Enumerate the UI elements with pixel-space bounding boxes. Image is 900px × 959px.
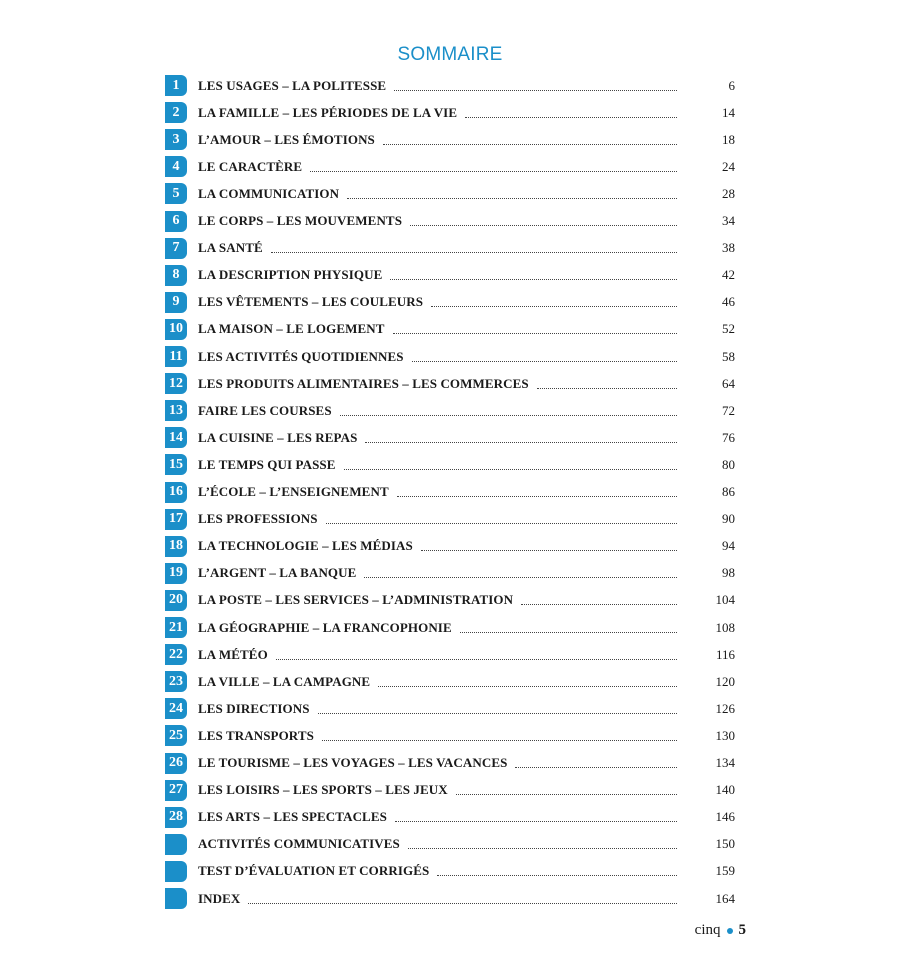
chapter-title: LA VILLE – LA CAMPAGNE bbox=[198, 673, 371, 689]
dot-leader bbox=[410, 224, 677, 226]
toc-entry[interactable] bbox=[165, 641, 735, 668]
chapter-title: LES DIRECTIONS bbox=[198, 700, 310, 716]
chapter-title: LA TECHNOLOGIE – LES MÉDIAS bbox=[198, 538, 413, 554]
chapter-title: LA COMMUNICATION bbox=[198, 185, 340, 201]
chapter-title: LES PROFESSIONS bbox=[198, 511, 318, 527]
page-number-ref: 90 bbox=[722, 511, 735, 527]
page-number-ref: 150 bbox=[715, 836, 735, 852]
page-number-ref: 86 bbox=[722, 484, 735, 499]
dot-leader bbox=[456, 793, 677, 795]
dot-leader bbox=[437, 874, 677, 876]
page-number-word: cinq bbox=[694, 922, 721, 938]
chapter-number-badge: 12 bbox=[165, 373, 187, 394]
page-number-ref: 72 bbox=[722, 402, 735, 418]
chapter-number-badge: 8 bbox=[165, 265, 187, 286]
toc-entry[interactable] bbox=[165, 424, 735, 451]
chapter-number-badge: 28 bbox=[165, 807, 187, 828]
dot-leader bbox=[378, 685, 677, 687]
toc-entry[interactable] bbox=[165, 451, 735, 478]
chapter-title: LA GÉOGRAPHIE – LA FRANCOPHONIE bbox=[198, 619, 452, 635]
toc-entry[interactable] bbox=[165, 180, 735, 207]
chapter-number-badge: 14 bbox=[165, 427, 187, 448]
chapter-title: LE TOURISME – LES VOYAGES – LES VACANCES bbox=[198, 755, 508, 770]
dot-leader bbox=[408, 847, 677, 849]
chapter-number-badge: 4 bbox=[165, 156, 187, 177]
chapter-title: INDEX bbox=[198, 890, 241, 906]
chapter-title: LA FAMILLE – LES PÉRIODES DE LA VIE bbox=[198, 104, 458, 120]
chapter-number-badge: 15 bbox=[165, 454, 187, 475]
chapter-title: LA MAISON – LE LOGEMENT bbox=[198, 321, 385, 337]
chapter-number-badge: 16 bbox=[165, 482, 187, 503]
dot-leader bbox=[421, 549, 677, 551]
page-number-ref: 76 bbox=[722, 429, 735, 445]
page-number-ref: 80 bbox=[722, 456, 735, 472]
toc-entry[interactable] bbox=[165, 831, 735, 858]
toc-entry[interactable] bbox=[165, 777, 735, 804]
page-number-ref: 94 bbox=[722, 538, 735, 554]
chapter-number-badge: 19 bbox=[165, 563, 187, 584]
page-number-ref: 130 bbox=[715, 727, 735, 743]
chapter-title: LES PRODUITS ALIMENTAIRES – LES COMMERCES bbox=[198, 375, 529, 391]
toc-entry[interactable] bbox=[165, 614, 735, 641]
chapter-title: LA DESCRIPTION PHYSIQUE bbox=[198, 267, 383, 283]
page-number-ref: 42 bbox=[722, 267, 735, 283]
toc-entry[interactable] bbox=[165, 479, 735, 506]
page-number-ref: 14 bbox=[722, 104, 735, 120]
chapter-title: ACTIVITÉS COMMUNICATIVES bbox=[198, 836, 400, 852]
dot-leader bbox=[276, 658, 677, 660]
chapter-number-badge bbox=[165, 834, 187, 855]
chapter-number-badge: 25 bbox=[165, 725, 187, 746]
toc-entry[interactable] bbox=[165, 343, 735, 370]
chapter-number-badge: 23 bbox=[165, 671, 187, 692]
chapter-number-badge: 1 bbox=[165, 75, 187, 96]
chapter-title: LES VÊTEMENTS – LES COULEURS bbox=[198, 294, 424, 310]
chapter-title: LE TEMPS QUI PASSE bbox=[198, 456, 336, 472]
dot-leader bbox=[395, 820, 677, 822]
toc-entry[interactable] bbox=[165, 289, 735, 316]
dot-leader bbox=[465, 116, 677, 118]
chapter-title: LE CARACTÈRE bbox=[198, 158, 303, 174]
toc-entry[interactable] bbox=[165, 587, 735, 614]
toc-entry[interactable] bbox=[165, 262, 735, 289]
dot-leader bbox=[460, 631, 677, 633]
dot-leader bbox=[364, 576, 677, 578]
chapter-number-badge: 24 bbox=[165, 698, 187, 719]
toc-entry[interactable] bbox=[165, 533, 735, 560]
toc-entry[interactable] bbox=[165, 804, 735, 831]
page-number-ref: 104 bbox=[715, 592, 735, 608]
page-number-ref: 146 bbox=[715, 809, 735, 825]
page-number-ref: 58 bbox=[722, 348, 735, 364]
dot-leader bbox=[365, 441, 677, 443]
page-number-ref: 28 bbox=[722, 185, 735, 201]
dot-leader bbox=[340, 414, 677, 416]
toc-entry[interactable] bbox=[165, 397, 735, 424]
dot-leader bbox=[397, 495, 677, 497]
chapter-number-badge: 27 bbox=[165, 780, 187, 801]
chapter-number-badge: 9 bbox=[165, 292, 187, 313]
chapter-title: LES LOISIRS – LES SPORTS – LES JEUX bbox=[198, 782, 448, 798]
chapter-title: LES ARTS – LES SPECTACLES bbox=[198, 809, 387, 825]
chapter-number-badge: 7 bbox=[165, 238, 187, 259]
page-number-ref: 24 bbox=[722, 158, 735, 174]
page-number-ref: 159 bbox=[715, 863, 735, 879]
dot-leader bbox=[537, 387, 677, 389]
chapter-title: LA POSTE – LES SERVICES – L’ADMINISTRATION bbox=[198, 592, 514, 608]
page-number-ref: 98 bbox=[722, 565, 735, 581]
dot-leader bbox=[326, 522, 677, 524]
page-footer bbox=[695, 922, 746, 939]
page-number-ref: 126 bbox=[715, 700, 735, 716]
toc-entry[interactable] bbox=[165, 72, 735, 99]
chapter-number-badge: 20 bbox=[165, 590, 187, 611]
chapter-title: LES TRANSPORTS bbox=[198, 727, 314, 743]
toc-entry[interactable] bbox=[165, 695, 735, 722]
chapter-number-badge: 2 bbox=[165, 102, 187, 123]
dot-leader bbox=[390, 278, 677, 280]
chapter-number-badge bbox=[165, 861, 187, 882]
page-number-ref: 120 bbox=[715, 673, 735, 689]
toc-entry[interactable] bbox=[165, 668, 735, 695]
page-number-ref: 52 bbox=[722, 321, 735, 337]
chapter-title: LES ACTIVITÉS QUOTIDIENNES bbox=[198, 348, 404, 364]
chapter-title: LA MÉTÉO bbox=[198, 646, 268, 662]
page-number-ref: 164 bbox=[715, 890, 735, 906]
chapter-title: TEST D’ÉVALUATION ET CORRIGÉS bbox=[198, 863, 430, 879]
chapter-number-badge: 10 bbox=[165, 319, 187, 340]
chapter-title: LA CUISINE – LES REPAS bbox=[198, 429, 358, 445]
dot-leader bbox=[248, 902, 677, 904]
page-number-ref: 46 bbox=[722, 294, 735, 310]
toc-entry[interactable] bbox=[165, 153, 735, 180]
dot-leader bbox=[310, 170, 677, 172]
chapter-number-badge: 21 bbox=[165, 617, 187, 638]
page-number-ref: 38 bbox=[722, 240, 735, 256]
dot-leader bbox=[431, 305, 677, 307]
chapter-number-badge: 17 bbox=[165, 509, 187, 530]
page-number-ref: 64 bbox=[722, 375, 735, 391]
dot-leader bbox=[394, 89, 677, 91]
chapter-title: L’AMOUR – LES ÉMOTIONS bbox=[198, 131, 375, 147]
chapter-title: LE CORPS – LES MOUVEMENTS bbox=[198, 213, 403, 228]
dot-leader bbox=[383, 143, 677, 145]
toc-entry[interactable] bbox=[165, 750, 735, 777]
page-number: 5 bbox=[738, 922, 746, 938]
toc-entry[interactable] bbox=[165, 126, 735, 153]
dot-leader bbox=[515, 766, 677, 768]
chapter-number-badge: 3 bbox=[165, 129, 187, 150]
bullet-dot-icon bbox=[727, 928, 733, 934]
dot-leader bbox=[344, 468, 678, 470]
toc-entry[interactable] bbox=[165, 99, 735, 126]
page-number-ref: 18 bbox=[722, 131, 735, 147]
chapter-title: LES USAGES – LA POLITESSE bbox=[198, 77, 387, 93]
toc-entry[interactable] bbox=[165, 370, 735, 397]
chapter-number-badge: 18 bbox=[165, 536, 187, 557]
page-number-ref: 140 bbox=[715, 782, 735, 798]
chapter-number-badge: 6 bbox=[165, 211, 187, 232]
page-title: SOMMAIRE bbox=[397, 44, 503, 65]
page-number-ref: 108 bbox=[715, 619, 735, 635]
chapter-number-badge bbox=[165, 888, 187, 909]
chapter-number-badge: 22 bbox=[165, 644, 187, 665]
dot-leader bbox=[412, 360, 677, 362]
chapter-number-badge: 5 bbox=[165, 183, 187, 204]
toc-entry[interactable] bbox=[165, 316, 735, 343]
page-number-ref: 116 bbox=[715, 646, 735, 662]
chapter-title: L’ARGENT – LA BANQUE bbox=[198, 565, 357, 581]
toc-entry[interactable] bbox=[165, 885, 735, 912]
dot-leader bbox=[521, 603, 677, 605]
toc-entry[interactable] bbox=[165, 235, 735, 262]
dot-leader bbox=[318, 712, 677, 714]
toc-entry[interactable] bbox=[165, 722, 735, 749]
chapter-number-badge: 11 bbox=[165, 346, 187, 367]
dot-leader bbox=[393, 332, 678, 334]
toc-entry[interactable] bbox=[165, 858, 735, 885]
chapter-title: L’ÉCOLE – L’ENSEIGNEMENT bbox=[198, 484, 389, 499]
page-number-ref: 6 bbox=[728, 77, 735, 93]
page-number-ref: 34 bbox=[722, 213, 735, 228]
dot-leader bbox=[322, 739, 677, 741]
dot-leader bbox=[271, 251, 677, 253]
chapter-number-badge: 13 bbox=[165, 400, 187, 421]
page-number-ref: 134 bbox=[715, 755, 735, 770]
toc-entry[interactable] bbox=[165, 208, 735, 235]
toc-entry[interactable] bbox=[165, 560, 735, 587]
chapter-title: LA SANTÉ bbox=[198, 240, 263, 256]
dot-leader bbox=[347, 197, 677, 199]
toc-entry[interactable] bbox=[165, 506, 735, 533]
chapter-number-badge: 26 bbox=[165, 753, 187, 774]
chapter-title: FAIRE LES COURSES bbox=[198, 402, 332, 418]
